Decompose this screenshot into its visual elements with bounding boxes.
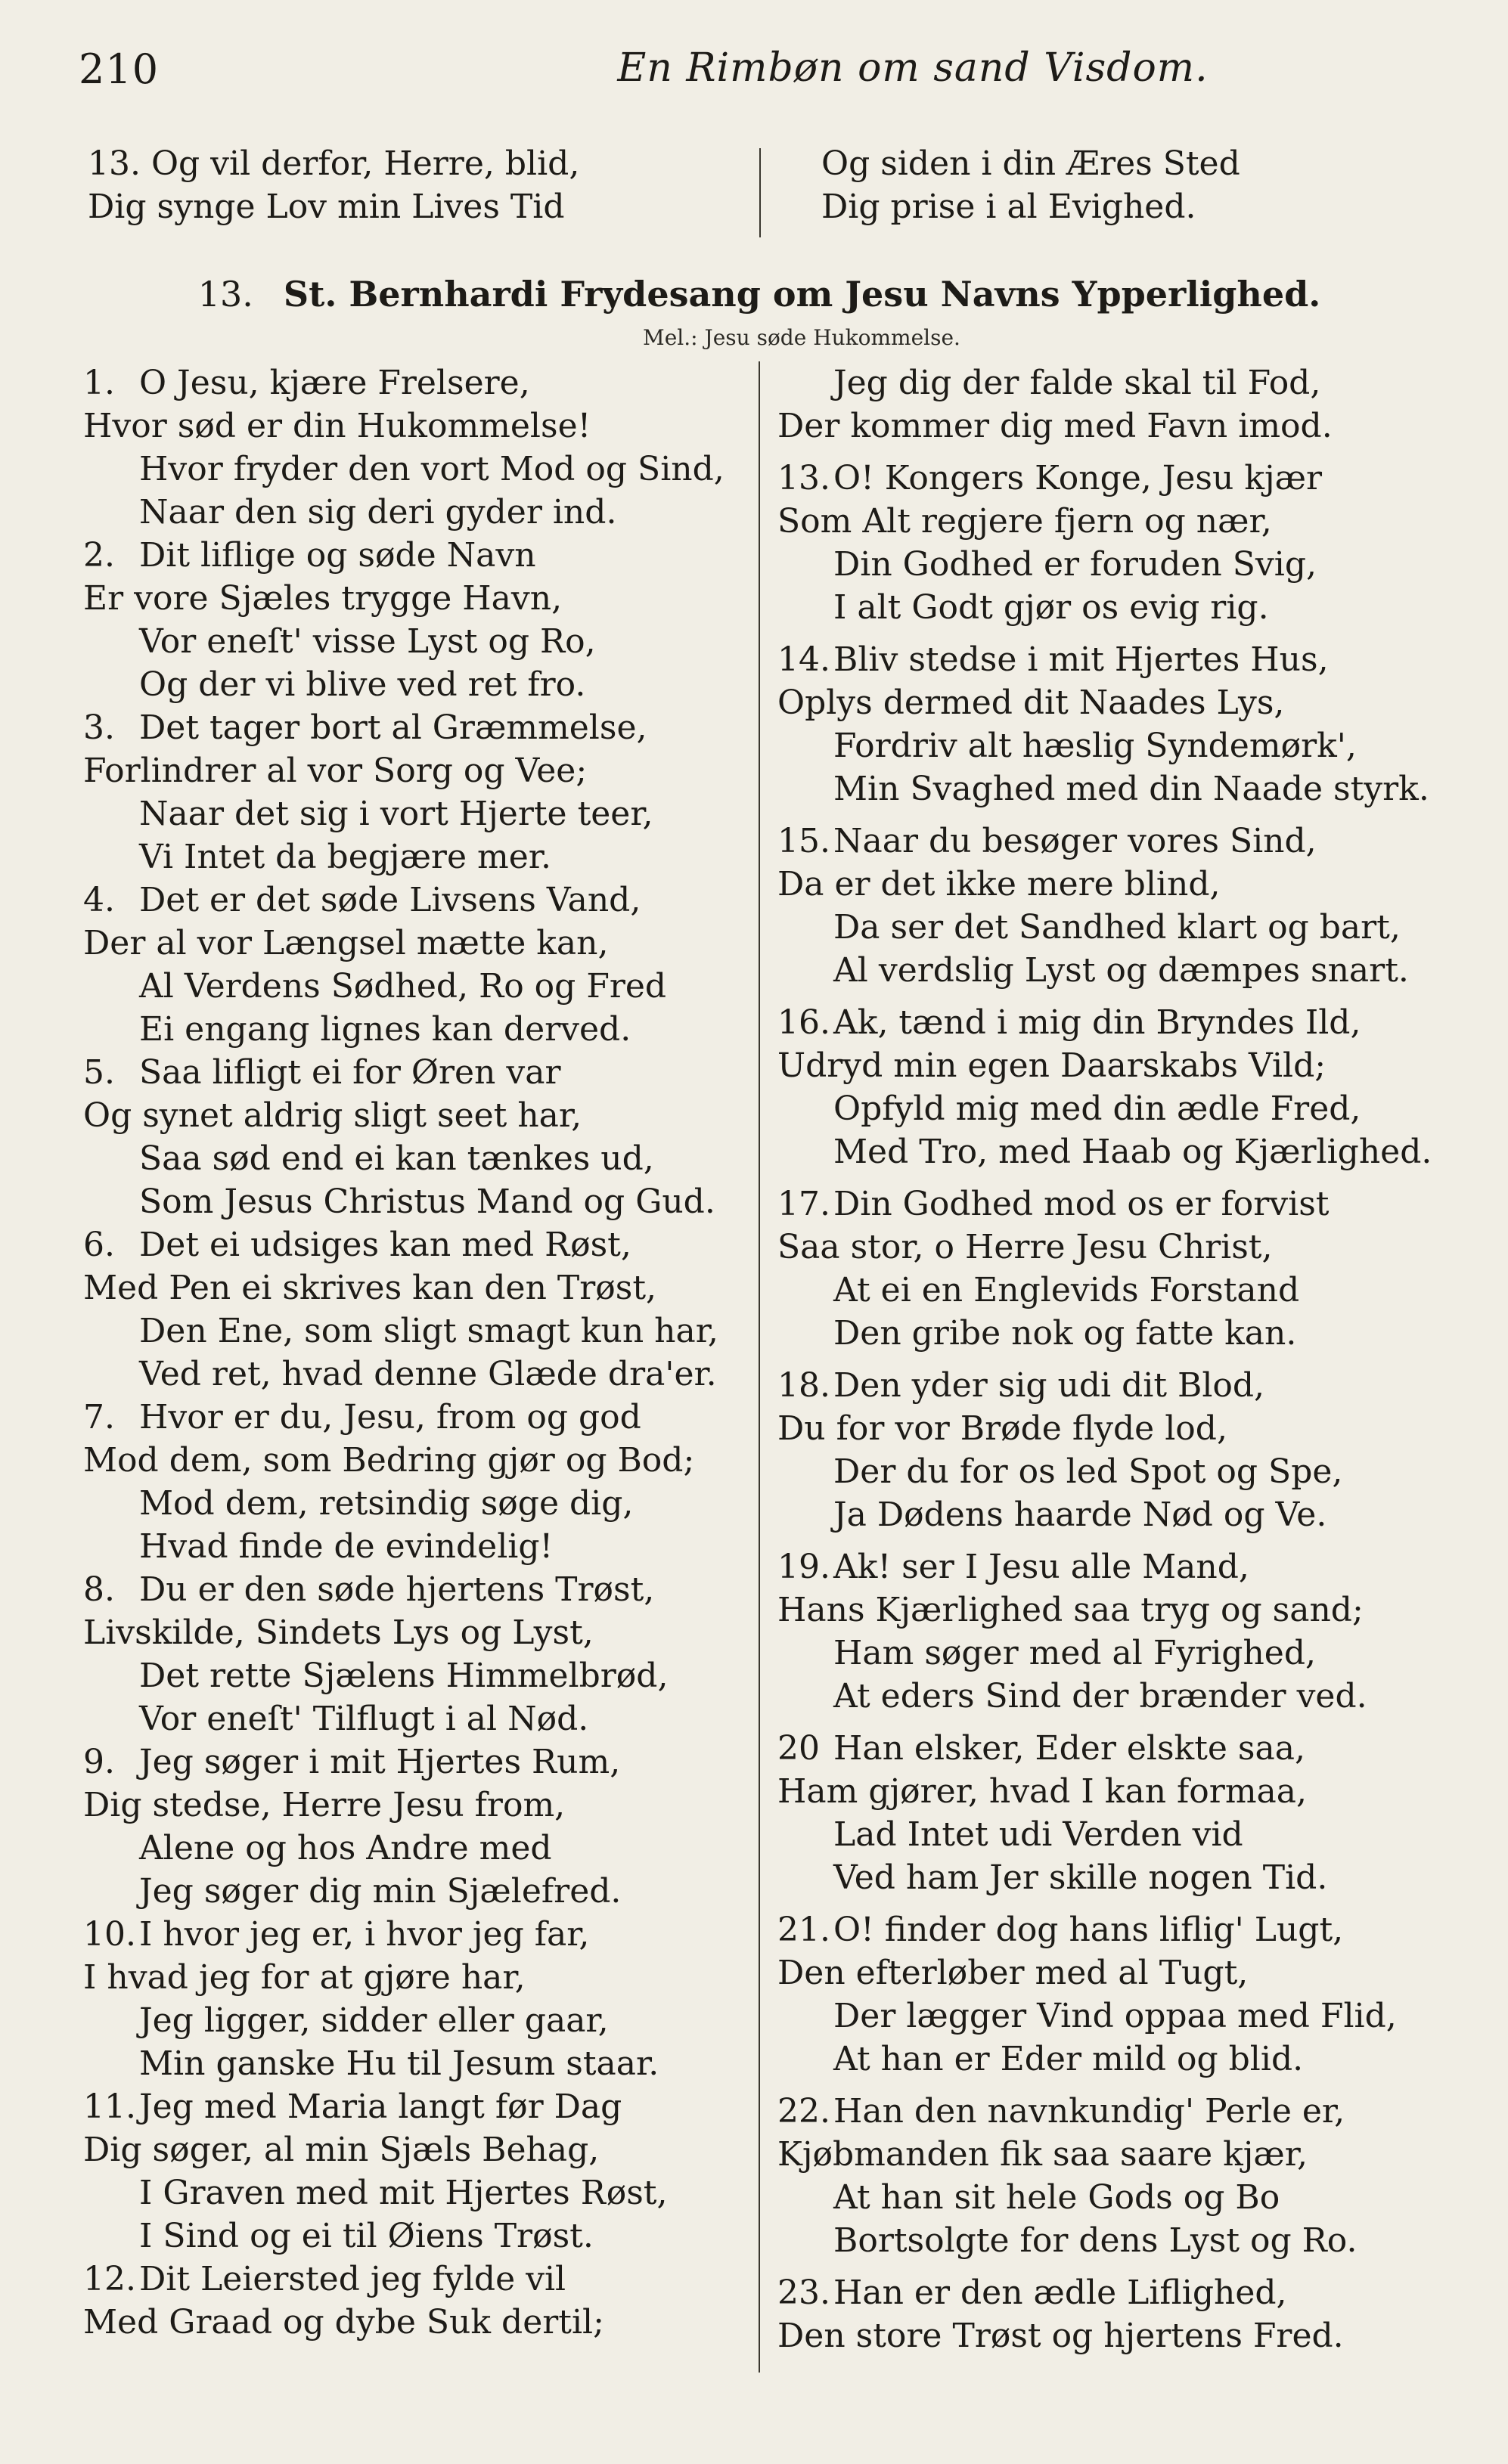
- verse-text: Med Tro, med Haab og Kjærlighed.: [833, 1133, 1432, 1171]
- verse-text: Han den navnkundig' Perle er,: [833, 2092, 1345, 2131]
- verse-line: [777, 2314, 1458, 2357]
- verse-line: [83, 1137, 749, 1180]
- verse-text: Saa lifligt ei for Øren var: [139, 1053, 561, 1092]
- verse-line: [777, 638, 1458, 681]
- verse-line: [83, 1309, 749, 1353]
- verse: [777, 1182, 1458, 1355]
- verse-line: [83, 749, 749, 792]
- hymn-title: [79, 274, 1440, 327]
- verse-line: [83, 404, 749, 448]
- verse-line: [83, 1525, 749, 1568]
- verse-line: [777, 500, 1458, 543]
- verse-line: [83, 1439, 749, 1482]
- verse-text: I hvor jeg er, i hvor jeg far,: [139, 1915, 590, 1954]
- verse-text: Og synet aldrig sligt seet har,: [83, 1096, 582, 1135]
- verse-line: [83, 2085, 749, 2128]
- verse-text: Du for vor Brøde flyde lod,: [777, 1409, 1227, 1448]
- page-number: 210: [79, 45, 160, 93]
- verse-line: [777, 681, 1458, 724]
- verse-number: 5.: [83, 1053, 115, 1092]
- verse-line: [83, 1611, 749, 1654]
- verse-number: 20: [777, 1729, 820, 1768]
- verse-line: [777, 1182, 1458, 1226]
- verse-text: Al Verdens Sødhed, Ro og Fred: [139, 967, 667, 1006]
- verse-text: Bliv stedse i mit Hjertes Hus,: [833, 640, 1329, 679]
- verse: [83, 1051, 749, 1223]
- verse-text: O! Kongers Konge, Jesu kjær: [833, 459, 1323, 497]
- verse-text: Den store Trøst og hjertens Fred.: [777, 2317, 1344, 2355]
- verse-line: [777, 1450, 1458, 1493]
- verse-number: 17.: [777, 1185, 830, 1223]
- verse-text: Ham gjører, hvad I kan formaa,: [777, 1772, 1308, 1811]
- verse-text: Bortsolgte for dens Lyst og Ro.: [833, 2221, 1358, 2260]
- verse-line: [777, 1130, 1458, 1173]
- verse-text: At han er Eder mild og blid.: [833, 2040, 1304, 2078]
- verse-text: Vor eneſt' Tilflugt i al Nød.: [139, 1700, 589, 1738]
- verse-line: [777, 1727, 1458, 1770]
- verse-line: [83, 620, 749, 663]
- verse-text: At ei en Englevids Forstand: [833, 1271, 1300, 1309]
- verse-line: [83, 965, 749, 1008]
- verse-line: [777, 767, 1458, 810]
- verse-text: Al verdslig Lyst og dæmpes snart.: [833, 951, 1409, 990]
- verse-line: [777, 1226, 1458, 1269]
- verse-text: Min Svaghed med din Naade styrk.: [833, 770, 1429, 808]
- verse-line: Dig synge Lov min Lives Tid: [88, 188, 565, 226]
- verse-line: [777, 1044, 1458, 1087]
- verse-line: [83, 2042, 749, 2085]
- verse-line: [83, 1740, 749, 1784]
- verse-text: Det rette Sjælens Himmelbrød,: [139, 1657, 669, 1695]
- verse: [83, 1223, 749, 1396]
- verse-text: Hvor er du, Jesu, from og god: [139, 1398, 641, 1437]
- verse-text: Hvor fryder den vort Mod og Sind,: [139, 450, 725, 488]
- verse-line: [777, 1632, 1458, 1675]
- verse-line: [777, 2219, 1458, 2262]
- verse-line: [83, 1051, 749, 1094]
- verse-line: [83, 1568, 749, 1611]
- verse-text: Der lægger Vind oppaa med Flid,: [833, 1997, 1397, 2035]
- verse-text: Den Ene, som sligt smagt kun har,: [139, 1312, 718, 1350]
- verse-line: [83, 1827, 749, 1870]
- verse-text: Lad Intet udi Verden vid: [833, 1815, 1243, 1854]
- verse-text: I alt Godt gjør os evig rig.: [833, 588, 1269, 627]
- verse-line: [777, 949, 1458, 992]
- verse-text: Jeg dig der falde skal til Fod,: [833, 364, 1321, 402]
- left-column: [83, 361, 749, 2344]
- verse: [777, 638, 1458, 810]
- verse-line: [777, 1493, 1458, 1536]
- verse-line: [777, 2038, 1458, 2081]
- verse-number: 14.: [777, 640, 830, 679]
- verse-line: [83, 1913, 749, 1956]
- verse-text: Jeg med Maria langt før Dag: [139, 2087, 622, 2126]
- verse-line: [83, 1180, 749, 1223]
- verse-line: [83, 2301, 749, 2344]
- verse-line: [777, 906, 1458, 949]
- verse-text: Naar du besøger vores Sind,: [833, 822, 1317, 860]
- continued-verse: [0, 142, 1508, 245]
- verse-number: 21.: [777, 1911, 830, 1949]
- verse-line: [777, 1813, 1458, 1856]
- verse-line: [83, 1266, 749, 1309]
- verse-text: Ved ham Jer skille nogen Tid.: [833, 1858, 1328, 1897]
- hymn-title-text: St. Bernhardi Frydesang om Jesu Navns Ypperlighed.: [283, 274, 1321, 315]
- verse: [83, 706, 749, 879]
- verse-text: Det ei udsiges kan med Røst,: [139, 1226, 631, 1264]
- verse-line: [83, 2128, 749, 2171]
- verse-line: [83, 577, 749, 620]
- verse-text: Den gribe nok og fatte kan.: [833, 1314, 1297, 1353]
- verse-text: Oplys dermed dit Naades Lys,: [777, 683, 1285, 722]
- verse-number: 4.: [83, 881, 115, 919]
- verse-text: Der al vor Længsel mætte kan,: [83, 924, 609, 962]
- verse-line: [83, 361, 749, 404]
- verse: [83, 1740, 749, 1913]
- verse: [83, 1913, 749, 2085]
- verse-text: Vor eneſt' visse Lyst og Ro,: [139, 622, 596, 661]
- verse-line: [83, 1094, 749, 1137]
- verse-text: I hvad jeg for at gjøre har,: [83, 1958, 526, 1997]
- verse: [83, 2085, 749, 2258]
- verse-line: [777, 404, 1458, 448]
- verse: [83, 2258, 749, 2344]
- verse-text: Forlindrer al vor Sorg og Vee;: [83, 752, 588, 790]
- verse-number: 3.: [83, 708, 115, 747]
- verse-line: [777, 1908, 1458, 1951]
- verse-text: Jeg ligger, sidder eller gaar,: [139, 2001, 609, 2040]
- verse-text: Er vore Sjæles trygge Havn,: [83, 579, 563, 618]
- verse-line: [83, 879, 749, 922]
- verse-text: Hvad finde de evindelig!: [139, 1527, 554, 1566]
- verse-line: [777, 586, 1458, 629]
- verse-text: At eders Sind der brænder ved.: [833, 1677, 1367, 1716]
- verse-text: Den efterløber med al Tugt,: [777, 1954, 1249, 1992]
- verse-line: [777, 1588, 1458, 1632]
- verse-text: Hans Kjærlighed saa tryg og sand;: [777, 1591, 1364, 1629]
- verse-number: 8.: [83, 1570, 115, 1609]
- verse-text: Det tager bort al Græmmelse,: [139, 708, 647, 747]
- verse-line: [777, 361, 1458, 404]
- verse-line: [777, 724, 1458, 767]
- verse-line: [83, 1784, 749, 1827]
- verse-line: [777, 1675, 1458, 1718]
- verse: [777, 1908, 1458, 2081]
- verse-text: Dit liflige og søde Navn: [139, 536, 536, 575]
- verse: [777, 361, 1458, 448]
- verse-text: Kjøbmanden fik saa saare kjær,: [777, 2135, 1308, 2174]
- verse-text: Alene og hos Andre med: [139, 1829, 552, 1867]
- verse-text: Udryd min egen Daarskabs Vild;: [777, 1046, 1326, 1085]
- melody-note: Mel.: Jesu søde Hukommelse.: [643, 325, 960, 350]
- verse-text: Hvor sød er din Hukommelse!: [83, 407, 591, 445]
- verse-line: [83, 2171, 749, 2215]
- right-column: [777, 361, 1458, 2366]
- verse-number: 23.: [777, 2273, 830, 2312]
- verse-text: Livskilde, Sindets Lys og Lyst,: [83, 1613, 594, 1652]
- verse-text: Dig søger, al min Sjæls Behag,: [83, 2131, 600, 2169]
- verse-number: 22.: [777, 2092, 830, 2131]
- verse: [777, 1364, 1458, 1536]
- verse: [777, 2271, 1458, 2357]
- continued-verse-right: [821, 142, 1441, 228]
- verse: [777, 457, 1458, 629]
- verse-line: [777, 1951, 1458, 1994]
- verse: [777, 820, 1458, 992]
- verse-number: 16.: [777, 1003, 830, 1042]
- verse-text: Dit Leiersted jeg fylde vil: [139, 2260, 566, 2298]
- verse-line: [83, 1870, 749, 1913]
- verse-line: [777, 1087, 1458, 1130]
- verse-text: At han sit hele Gods og Bo: [833, 2178, 1280, 2217]
- verse-text: Ei engang lignes kan derved.: [139, 1010, 631, 1049]
- verse-text: Med Pen ei skrives kan den Trøst,: [83, 1269, 657, 1307]
- verse-line: [83, 792, 749, 835]
- verse-line: [777, 820, 1458, 863]
- verse-line: [83, 922, 749, 965]
- verse-line: [777, 1312, 1458, 1355]
- verse-text: Han er den ædle Liflighed,: [833, 2273, 1287, 2312]
- verse-text: Mod dem, som Bedring gjør og Bod;: [83, 1441, 695, 1480]
- verse-line: [83, 663, 749, 706]
- verse-number: 15.: [777, 822, 830, 860]
- verse-text: Jeg søger i mit Hjertes Rum,: [139, 1743, 621, 1781]
- page-header: [79, 39, 1444, 107]
- verse-line: [83, 1956, 749, 1999]
- verse-line: [777, 543, 1458, 586]
- verse-line: [777, 1269, 1458, 1312]
- verse-text: I Sind og ei til Øiens Trøst.: [139, 2217, 594, 2255]
- verse-line: [777, 1364, 1458, 1407]
- verse-line: [777, 457, 1458, 500]
- verse-number: 7.: [83, 1398, 115, 1437]
- verse-text: Ja Dødens haarde Nød og Ve.: [833, 1495, 1327, 1534]
- verse-text: Vi Intet da begjære mer.: [139, 838, 551, 876]
- verse-line: [83, 2215, 749, 2258]
- verse-line: [83, 2258, 749, 2301]
- verse-line: [777, 1770, 1458, 1813]
- verse-text: Mod dem, retsindig søge dig,: [139, 1484, 634, 1523]
- verse-line: [777, 1994, 1458, 2038]
- column-divider: [759, 148, 761, 237]
- verse-text: Ved ret, hvad denne Glæde dra'er.: [139, 1355, 717, 1393]
- verse-line: [83, 1697, 749, 1740]
- verse-number: 19.: [777, 1548, 830, 1586]
- verse-text: Fordriv alt hæslig Syndemørk',: [833, 727, 1357, 765]
- verse-text: I Graven med mit Hjertes Røst,: [139, 2174, 668, 2212]
- verse-text: Den yder sig udi dit Blod,: [833, 1366, 1265, 1405]
- verse: [777, 1727, 1458, 1899]
- verse-text: Opfyld mig med din ædle Fred,: [833, 1089, 1361, 1128]
- verse-number: 6.: [83, 1226, 115, 1264]
- verse-text: Han elsker, Eder elskte saa,: [833, 1729, 1305, 1768]
- verse: [83, 1568, 749, 1740]
- verse-text: Jeg søger dig min Sjælefred.: [139, 1872, 622, 1911]
- verse: [83, 361, 749, 534]
- verse-text: Der kommer dig med Favn imod.: [777, 407, 1333, 445]
- verse-text: Ak! ser I Jesu alle Mand,: [833, 1548, 1249, 1586]
- verse-line: [83, 1999, 749, 2042]
- verse-text: Og der vi blive ved ret fro.: [139, 665, 586, 704]
- verse: [83, 1396, 749, 1568]
- verse-text: Din Godhed mod os er forvist: [833, 1185, 1330, 1223]
- verse-text: Dig stedse, Herre Jesu from,: [83, 1786, 566, 1824]
- verse-text: Med Graad og dybe Suk dertil;: [83, 2303, 604, 2342]
- verse-number: 2.: [83, 536, 115, 575]
- verse-text: Saa stor, o Herre Jesu Christ,: [777, 1228, 1273, 1266]
- verse-line: [777, 2271, 1458, 2314]
- verse-text: Naar det sig i vort Hjerte teer,: [139, 795, 653, 833]
- verse-number: 11.: [83, 2087, 136, 2126]
- verse-line: Dig prise i al Evighed.: [821, 188, 1196, 226]
- verse: [777, 2090, 1458, 2262]
- hymn-number: 13.: [197, 274, 253, 315]
- verse-line: [777, 1545, 1458, 1588]
- verse-line: Og siden i din Æres Sted: [821, 144, 1240, 183]
- verse: [83, 534, 749, 706]
- verse: [777, 1545, 1458, 1718]
- verse-text: O! finder dog hans liflig' Lugt,: [833, 1911, 1344, 1949]
- verse-text: Saa sød end ei kan tænkes ud,: [139, 1139, 654, 1178]
- verse-text: Der du for os led Spot og Spe,: [833, 1452, 1343, 1491]
- verse-text: Naar den sig deri gyder ind.: [139, 493, 617, 532]
- verse-line: [777, 863, 1458, 906]
- verse-line: [83, 1223, 749, 1266]
- verse-number: 10.: [83, 1915, 136, 1954]
- verse-text: Det er det søde Livsens Vand,: [139, 881, 641, 919]
- verse-line: [83, 491, 749, 534]
- running-title: En Rimbøn om sand Visdom.: [617, 45, 1209, 91]
- verse-number: 9.: [83, 1743, 115, 1781]
- verse-text: Din Godhed er foruden Svig,: [833, 545, 1317, 584]
- verse-text: Ham søger med al Fyrighed,: [833, 1634, 1316, 1672]
- verse-text: Min ganske Hu til Jesum staar.: [139, 2044, 659, 2083]
- verse-line: [83, 1482, 749, 1525]
- column-divider: [759, 361, 760, 2373]
- verse-text: Ak, tænd i mig din Bryndes Ild,: [833, 1003, 1361, 1042]
- verse: [83, 879, 749, 1051]
- verse-line: [777, 1407, 1458, 1450]
- verse: [777, 1001, 1458, 1173]
- verse-line: [83, 835, 749, 879]
- verse-line: [777, 2176, 1458, 2219]
- verse-number: 18.: [777, 1366, 830, 1405]
- verse-text: Som Jesus Christus Mand og Gud.: [139, 1182, 715, 1221]
- verse-number: 12.: [83, 2260, 136, 2298]
- verse-line: [777, 1001, 1458, 1044]
- verse-line: [83, 448, 749, 491]
- verse-line: [83, 534, 749, 577]
- verse-text: Da ser det Sandhed klart og bart,: [833, 908, 1401, 947]
- verse-line: [83, 1396, 749, 1439]
- verse-text: Da er det ikke mere blind,: [777, 865, 1221, 903]
- verse-line: [777, 2090, 1458, 2133]
- verse-text: Som Alt regjere fjern og nær,: [777, 502, 1272, 541]
- verse-number: 1.: [83, 364, 115, 402]
- verse-text: O Jesu, kjære Frelsere,: [139, 364, 530, 402]
- verse-text: Du er den søde hjertens Trøst,: [139, 1570, 655, 1609]
- verse-line: [777, 1856, 1458, 1899]
- verse-line: [777, 2133, 1458, 2176]
- verse-line: [83, 1353, 749, 1396]
- verse-line: [83, 1654, 749, 1697]
- verse-line: 13. Og vil derfor, Herre, blid,: [88, 144, 580, 183]
- verse-line: [83, 1008, 749, 1051]
- verse-line: [83, 706, 749, 749]
- verse-number: 13.: [777, 459, 830, 497]
- continued-verse-left: [88, 142, 753, 228]
